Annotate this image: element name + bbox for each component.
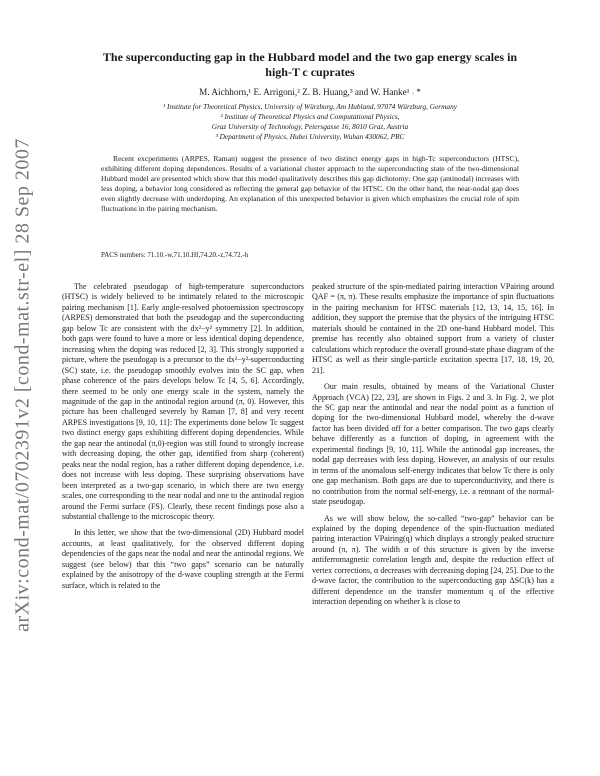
arxiv-stamp [8, 138, 38, 632]
affiliation-1: ¹ Institute for Theoretical Physics, University of Würzburg, Am Hubland, 97074 Würzburg, Germany [163, 102, 457, 111]
body-paragraph: peaked structure of the spin-mediated pairing interaction VPairing around QAF = (π, π). These results emphasize the importance of spin fluctuations in the pairing mechanism for HTSC materials [12, 13, 14, 15, 16]. In addition, they support the premise that the physics of the intriguing HTSC materials should be contained in the 2D one-band Hubbard model. This premise has recently also obtained support from a variety of cluster calculations which reproduce the overall ground-state phase diagram of the HTSC as well as their single-particle excitation spectra [17, 18, 19, 20, 21]. [312, 282, 554, 375]
arxiv-stamp-text: arXiv:cond-mat/0702391v2 [cond-mat.str-el] 28 Sep 2007 [11, 138, 34, 632]
body-paragraph: The celebrated pseudogap of high-temperature superconductors (HTSC) is widely believed to be intimately related to the microscopic pairing mechanism [1]. Early angle-resolved photoemission spectroscopy (ARPES) demonstrated that both the pseudogap and the superconducting gap below Tc are consistent with the dx²−y² symmetry [2]. In addition, both gaps were found to have a more or less identical doping dependence, increasing when the doping was reduced [2, 3]. This strongly supported a picture, where the pseudogap is a precursor to the dx²−y²-superconducting (SC) state, i.e. the pseudogap smoothly evolves into the SC gap, when phase coherence of the pairs develops below Tc [4, 5, 6]. Accordingly, there seemed to be only one energy scale in the system, namely the magnitude of the gap in the antinodal region around (π, 0). However, this picture has been challenged severely by Raman [7, 8] and very recent ARPES investigations [9, 10, 11]: The experiments done below Tc suggest two distinct energy gaps exhibiting different doping dependencies. While the gap near the antinodal (π,0)-region was still found to strongly increase with decreasing doping, the other gap, identified from sharp (coherent) peaks near the nodal region, has a rather different doping dependence, i.e. does not increase with less doping. These surprising observations have been interpreted as a two-gap scenario, in which there are two energy scales, one corresponding to the near nodal and one to the antinodal region around the Fermi surface (FS). Clearly, these recent findings pose also a substantial challenge to the microscopic theory. [62, 282, 304, 521]
affiliation-3: ³ Department of Physics, Hubei University, Wuhan 430062, PRC [215, 132, 405, 141]
title-line-2: high-T c cuprates [265, 65, 355, 79]
right-column [312, 282, 554, 614]
affiliation-2: ² Institute of Theoretical Physics and Computational Physics, [220, 112, 400, 121]
affiliations [60, 102, 560, 142]
body-paragraph: Our main results, obtained by means of the Variational Cluster Approach (VCA) [22, 23], are shown in Figs. 2 and 3. In Fig. 2, we plot the SC gap near the antinodal and near the nodal point as a function of doping for the two-dimensional Hubbard model, whereby the d-wave factor has been divided off for a better comparison. The two gaps clearly behave differently as a function of doping, in agreement with the experimental findings [9, 10, 11]. While the antinodal gap increases, the nodal gap decreases with less doping. However, an analysis of our results in terms of the anomalous self-energy indicates that below Tc there is only one gap mechanism. Both gaps are due to superconductivity, and there is no contribution from the normal self-energy, i.e. a remnant of the normal-state pseudogap. [312, 382, 554, 507]
paper-title [80, 50, 540, 80]
left-column [62, 282, 304, 597]
title-line-1: The superconducting gap in the Hubbard model and the two gap energy scales in [102, 50, 518, 64]
body-paragraph: As we will show below, the so-called “two-gap” behavior can be explained by the doping dependence of the spin-fluctuation mediated pairing interaction VPairing(q) which displays a strongly peaked structure around (π, π). The width α of this structure is given by the inverse antiferromagnetic correlation length and, despite the reduction effect of vertex corrections, α decreases with decreasing doping [24, 25]. Due to the d-wave factor, the contribution to the superconducting gap ΔSC(k) has a different dependence on the transfer momentum q of the effective interaction depending on whether k is close to [312, 513, 554, 607]
pacs-numbers: PACS numbers: 71.10.-w,71.10.Hf,74.20.-z,74.72.-h [101, 251, 249, 259]
body-paragraph: In this letter, we show that the two-dimensional (2D) Hubbard model accounts, at least qualitatively, for the observed different doping dependencies of the gaps near the nodal and near the antinodal regions. We suggest (see below) that this “two gaps” scenario can be naturally explained by the anisotropy of the d-wave coupling strength at the Fermi surface, which is related to the [62, 528, 304, 590]
affiliation-2-address: Graz University of Technology, Petersgasse 16, 8010 Graz, Austria [211, 122, 409, 131]
author-list: M. Aichhorn,¹ E. Arrigoni,² Z. B. Huang,³ and W. Hanke¹ ˒ * [199, 87, 421, 97]
abstract: Recent excperiments (ARPES, Raman) suggest the presence of two distinct energy gaps in high-Tc superconductors (HTSC), exhibiting different doping dependences. Results of a variational cluster approach to the superconducting state of the two-dimensional Hubbard model are presented which show that this model qualitatively describes this gap dichotomy: One gap (antinodal) increases with less doping, a behavior long considered as reflecting the general gap behavior of the HTSC. On the other hand, the near-nodal gap does even slightly decrease with underdoping. An explanation of this unexpected behavior is given which emphasizes the crucial role of spin fluctuations in the pairing mechanism. [101, 154, 519, 213]
